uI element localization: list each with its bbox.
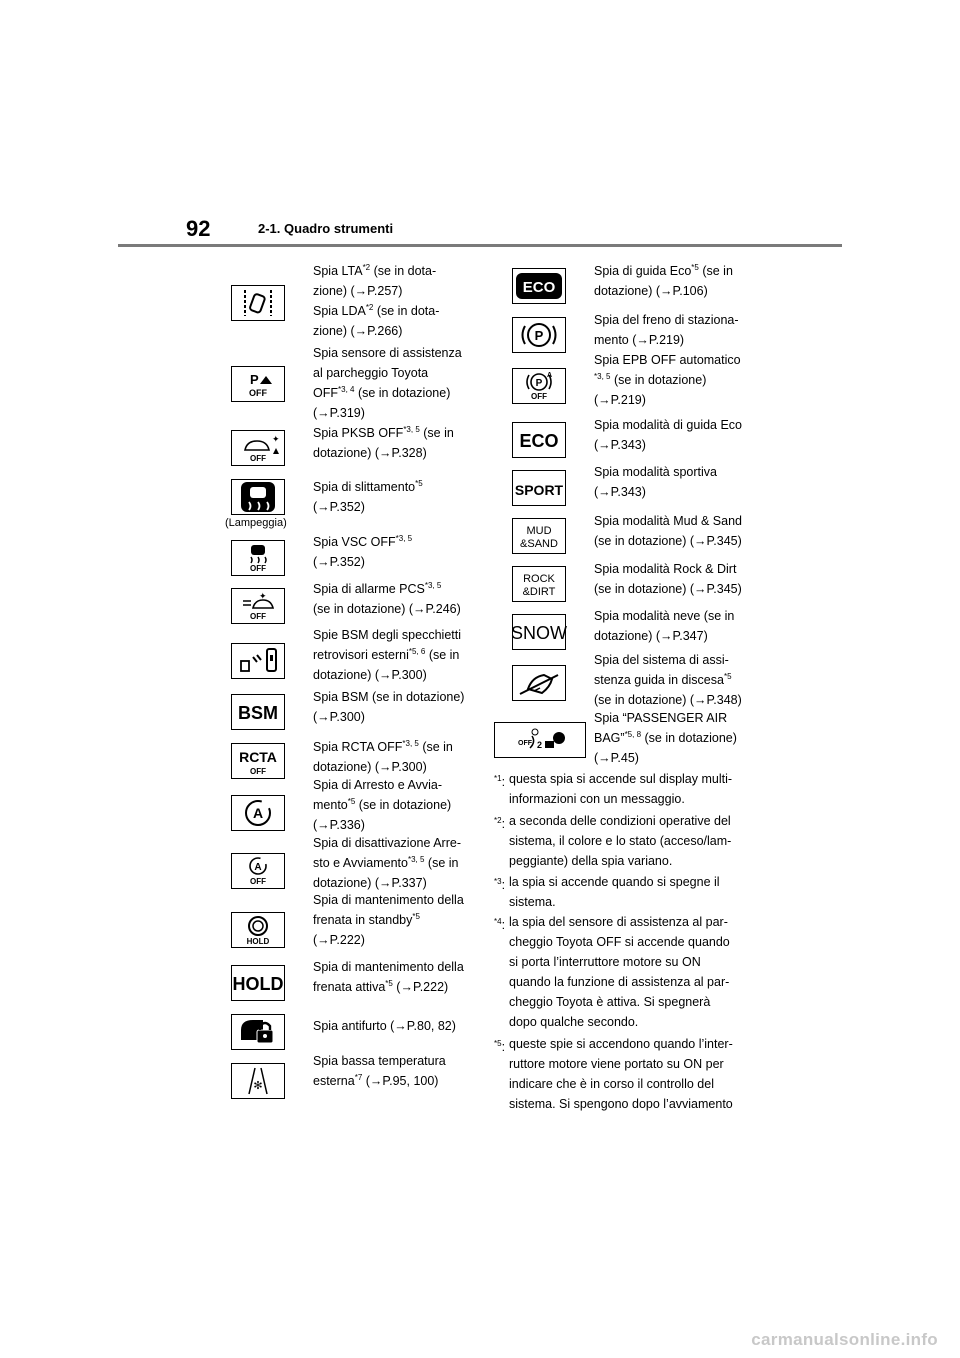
snow-mode-icon	[512, 614, 566, 650]
description-line: (→P.352)	[313, 500, 365, 514]
description-line: (→P.336)	[313, 818, 365, 832]
footnote-ref: *3, 5	[594, 371, 611, 381]
footnote-key: $^{*5}$:	[494, 1039, 506, 1055]
description-line: frenata in standby$^{*5}$	[313, 911, 420, 927]
footnote-line: quando la funzione di assistenza al par-	[509, 975, 730, 989]
description-line: zione) (→P.257)	[313, 284, 403, 298]
svg-text:A: A	[254, 862, 262, 873]
svg-text:P: P	[534, 328, 544, 343]
footnote-ref: *2	[362, 262, 371, 272]
footnote-ref: *5	[385, 978, 393, 988]
description-line: Spia modalità sportiva	[594, 465, 717, 479]
footnote-ref: *3, 4	[338, 384, 355, 394]
indicator-description	[594, 350, 741, 410]
footnote-line: sistema.	[509, 895, 556, 909]
description-line: Spia VSC OFF$^{*3, 5}$	[313, 533, 413, 549]
footnote	[494, 912, 754, 1032]
eco-driving-icon	[512, 268, 566, 304]
indicator-description	[313, 775, 451, 835]
svg-text:RCTA: RCTA	[239, 749, 277, 765]
description-line: (→P.222)	[313, 933, 365, 947]
svg-text:&DIRT: &DIRT	[522, 586, 556, 598]
description-line: Spia RCTA OFF$^{*3, 5}$ (se in	[313, 738, 453, 754]
description-line: (→P.319)	[313, 406, 365, 420]
indicator-description	[313, 532, 412, 572]
footnote	[494, 769, 754, 809]
bsm-icon	[231, 694, 285, 730]
svg-text:BSM: BSM	[238, 703, 278, 723]
footnote-ref: *3, 5	[407, 854, 425, 864]
description-line: Spia di allarme PCS$^{*3, 5}$	[313, 580, 442, 596]
description-line: Spia EPB OFF automatico	[594, 353, 741, 367]
indicator-description	[313, 579, 461, 619]
description-line: Spia di mantenimento della	[313, 960, 464, 974]
description-line: Spia di Arresto e Avvia-	[313, 778, 443, 792]
vsc-off-icon	[231, 540, 285, 576]
svg-text:OFF: OFF	[250, 767, 266, 776]
description-line: Spia BSM (se in dotazione)	[313, 690, 465, 704]
indicator-description	[594, 559, 742, 599]
svg-text:✦: ✦	[259, 591, 267, 601]
watermark: carmanualsonline.info	[751, 1330, 938, 1349]
lane-tracing-icon	[231, 285, 285, 321]
parking-sensor-off-icon	[231, 366, 285, 402]
footnote-line: queste spie si accendono quando l’inter-	[509, 1037, 733, 1051]
description-line: Spia antifurto (→P.80, 82)	[313, 1019, 456, 1033]
footnote-text	[509, 1034, 754, 1114]
header-rule	[118, 244, 842, 247]
indicator-description	[594, 650, 742, 710]
footnote-ref: *5	[412, 911, 420, 921]
footnote-ref: *5, 8	[624, 729, 642, 739]
footnote-ref: *5	[691, 262, 699, 272]
footnote-line: cheggio Toyota OFF si accende quando	[509, 935, 730, 949]
parking-brake-icon	[512, 317, 566, 353]
description-line: al parcheggio Toyota	[313, 366, 429, 380]
svg-text:OFF: OFF	[250, 564, 266, 573]
svg-text:✻: ✻	[253, 1080, 263, 1092]
description-line: Spia LTA$^{*2}$ (se in dota-	[313, 262, 437, 278]
indicator-description	[594, 606, 734, 646]
page-number: 92	[186, 216, 211, 241]
footnote-line: informazioni con un messaggio.	[509, 792, 685, 806]
description-line: (→P.352)	[313, 555, 365, 569]
svg-text:A: A	[547, 372, 553, 379]
description-line: Spia del freno di staziona-	[594, 313, 739, 327]
security-icon	[231, 1014, 285, 1050]
stop-start-off-icon	[231, 853, 285, 889]
footnote-line: si porta l’interruttore motore su ON	[509, 955, 701, 969]
footnote-line: sistema, il colore e lo stato (acceso/lam-	[509, 834, 732, 848]
footnote-ref: *3, 5	[395, 533, 413, 543]
svg-text:HOLD: HOLD	[246, 937, 270, 946]
brake-hold-standby-icon	[231, 912, 285, 948]
description-line: (→P.219)	[594, 393, 646, 407]
pcs-warning-icon	[231, 588, 285, 624]
description-line: dotazione) (→P.106)	[594, 284, 708, 298]
svg-text:ECO: ECO	[519, 431, 559, 451]
footnote-line: sistema. Si spengono dopo l’avviamento	[509, 1097, 733, 1111]
svg-text:OFF: OFF	[250, 877, 266, 886]
svg-text:SPORT: SPORT	[514, 482, 564, 498]
description-line: (→P.343)	[594, 485, 646, 499]
footnote-line: questa spia si accende sul display multi-	[509, 772, 733, 786]
footnote-ref: *3, 5	[424, 580, 442, 590]
indicator-description	[313, 343, 462, 423]
footnote-ref: *3, 5	[402, 738, 419, 748]
low-temperature-icon	[231, 1063, 285, 1099]
rcta-off-icon	[231, 743, 285, 779]
footnote-text	[509, 872, 754, 912]
epb-auto-off-icon	[512, 368, 566, 404]
footnote-ref: *3, 5	[403, 424, 420, 434]
indicator-description	[594, 310, 739, 350]
sport-mode-icon	[512, 470, 566, 506]
indicator-description	[313, 890, 464, 950]
footnote-key: $^{*1}$:	[494, 774, 506, 790]
description-line: Spia modalità Rock & Dirt	[594, 562, 737, 576]
description-line: mento$^{*5}$ (se in dotazione)	[313, 796, 452, 812]
description-line: Spia di mantenimento della	[313, 893, 464, 907]
svg-text:SNOW: SNOW	[511, 623, 567, 643]
svg-text:2: 2	[537, 740, 543, 750]
footnote-text	[509, 769, 754, 809]
eco-mode-icon	[512, 422, 566, 458]
description-line: dotazione) (→P.328)	[313, 446, 427, 460]
description-line: Spia modalità Mud & Sand	[594, 514, 743, 528]
description-line: Spia sensore di assistenza	[313, 346, 462, 360]
footnote	[494, 811, 754, 871]
svg-text:OFF: OFF	[531, 392, 547, 401]
description-line: BAG”$^{*5, 8}$ (se in dotazione)	[594, 729, 737, 745]
description-line: Spia PKSB OFF$^{*3, 5}$ (se in	[313, 424, 454, 440]
description-line: Spia modalità neve (se in	[594, 609, 735, 623]
section-title: 2-1. Quadro strumenti	[258, 221, 394, 236]
description-line: zione) (→P.266)	[313, 324, 403, 338]
svg-text:ROCK: ROCK	[523, 573, 555, 585]
description-line: (se in dotazione) (→P.345)	[594, 534, 742, 548]
passenger-airbag-icon	[494, 722, 586, 758]
slip-icon	[231, 479, 285, 515]
svg-text:&SAND: &SAND	[520, 538, 558, 550]
indicator-description	[313, 477, 423, 517]
description-line: retrovisori esterni$^{*5, 6}$ (se in	[313, 646, 460, 662]
svg-text:OFF: OFF	[250, 454, 266, 463]
svg-text:MUD: MUD	[526, 525, 552, 537]
description-line: esterna$^{*7}$ (→P.95, 100)	[313, 1072, 439, 1088]
footnote-line: dopo qualche secondo.	[509, 1015, 639, 1029]
svg-text:OFF: OFF	[249, 388, 267, 398]
indicator-description	[594, 415, 742, 455]
description-line: Spia modalità di guida Eco	[594, 418, 743, 432]
bsm-mirror-icon	[231, 643, 285, 679]
svg-text:P: P	[250, 372, 259, 387]
description-line: dotazione) (→P.347)	[594, 629, 708, 643]
description-line: dotazione) (→P.300)	[313, 760, 427, 774]
description-line: mento (→P.219)	[594, 333, 685, 347]
indicator-description	[313, 1016, 456, 1036]
downhill-assist-icon	[512, 665, 566, 701]
svg-text:OFF: OFF	[250, 612, 266, 621]
footnote	[494, 872, 754, 912]
footnote-line: la spia si accende quando si spegne il	[509, 875, 720, 889]
mud-sand-icon	[512, 518, 566, 554]
description-line: Spia del sistema di assi-	[594, 653, 729, 667]
indicator-description	[313, 957, 464, 997]
footnote-ref: *5	[723, 671, 732, 681]
indicator-description	[313, 737, 453, 777]
description-line: Spia “PASSENGER AIR	[594, 711, 728, 725]
svg-text:OFF: OFF	[518, 740, 532, 747]
footnote-line: ruttore motore viene portato su ON per	[509, 1057, 724, 1071]
svg-text:ECO: ECO	[522, 279, 556, 296]
footnote-line: cheggio Toyota è attiva. Si spegnerà	[509, 995, 711, 1009]
description-line: OFF$^{*3, 4}$ (se in dotazione)	[313, 384, 451, 400]
description-line: Spia di disattivazione Arre-	[313, 836, 461, 850]
footnote-line: indicare che è in corso il controllo del	[509, 1077, 714, 1091]
brake-hold-active-icon	[231, 965, 285, 1001]
pksb-off-icon	[231, 430, 285, 466]
description-line: Spia bassa temperatura	[313, 1054, 446, 1068]
svg-text:A: A	[252, 805, 264, 821]
indicator-description	[594, 511, 742, 551]
svg-text:HOLD: HOLD	[232, 974, 284, 994]
description-line: (se in dotazione) (→P.246)	[313, 602, 461, 616]
indicator-description	[313, 423, 454, 463]
description-line: dotazione) (→P.337)	[313, 876, 427, 890]
description-line: (→P.300)	[313, 710, 365, 724]
description-line: (→P.343)	[594, 438, 646, 452]
description-line: (→P.45)	[594, 751, 639, 765]
description-line: Spie BSM degli specchietti	[313, 628, 461, 642]
description-line: Spia di guida Eco$^{*5}$ (se in	[594, 262, 733, 278]
description-line: dotazione) (→P.300)	[313, 668, 427, 682]
description-line: frenata attiva$^{*5}$ (→P.222)	[313, 978, 449, 994]
indicator-description	[594, 462, 717, 502]
indicator-description	[313, 625, 461, 685]
footnote-ref: *5, 6	[408, 646, 426, 656]
footnote-ref: *5	[347, 796, 356, 806]
footnote	[494, 1034, 754, 1114]
description-line: $^{*3, 5}$ (se in dotazione)	[594, 371, 707, 387]
footnote-line: peggiante) della spia variano.	[509, 854, 673, 868]
description-line: sto e Avviamento$^{*3, 5}$ (se in	[313, 854, 459, 870]
footnote-line: la spia del sensore di assistenza al par-	[509, 915, 728, 929]
description-line: stenza guida in discesa$^{*5}$	[594, 671, 732, 687]
footnote-key: $^{*3}$:	[494, 877, 506, 893]
indicator-description	[313, 687, 464, 727]
footnote-text	[509, 912, 754, 1032]
indicator-description	[313, 833, 461, 893]
footnote-ref: *5	[415, 478, 423, 488]
icon-caption: (Lampeggia)	[225, 517, 287, 529]
rock-dirt-icon	[512, 566, 566, 602]
indicator-description	[313, 1051, 446, 1091]
indicator-description	[313, 261, 439, 341]
footnote-line: a seconda delle condizioni operative del	[509, 814, 731, 828]
footnote-key: $^{*2}$:	[494, 816, 506, 832]
description-line: (se in dotazione) (→P.345)	[594, 582, 742, 596]
footnote-ref: *7	[354, 1072, 363, 1082]
footnote-key: $^{*4}$:	[494, 917, 506, 933]
svg-text:P: P	[535, 378, 543, 389]
description-line: Spia LDA$^{*2}$ (se in dota-	[313, 302, 440, 318]
indicator-description	[594, 708, 737, 768]
description-line: Spia di slittamento$^{*5}$	[313, 478, 423, 494]
description-line: (se in dotazione) (→P.348)	[594, 693, 742, 707]
footnote-text	[509, 811, 754, 871]
indicator-description	[594, 261, 733, 301]
stop-start-icon	[231, 795, 285, 831]
footnote-ref: *2	[365, 302, 374, 312]
svg-text:✦: ✦	[272, 434, 280, 444]
